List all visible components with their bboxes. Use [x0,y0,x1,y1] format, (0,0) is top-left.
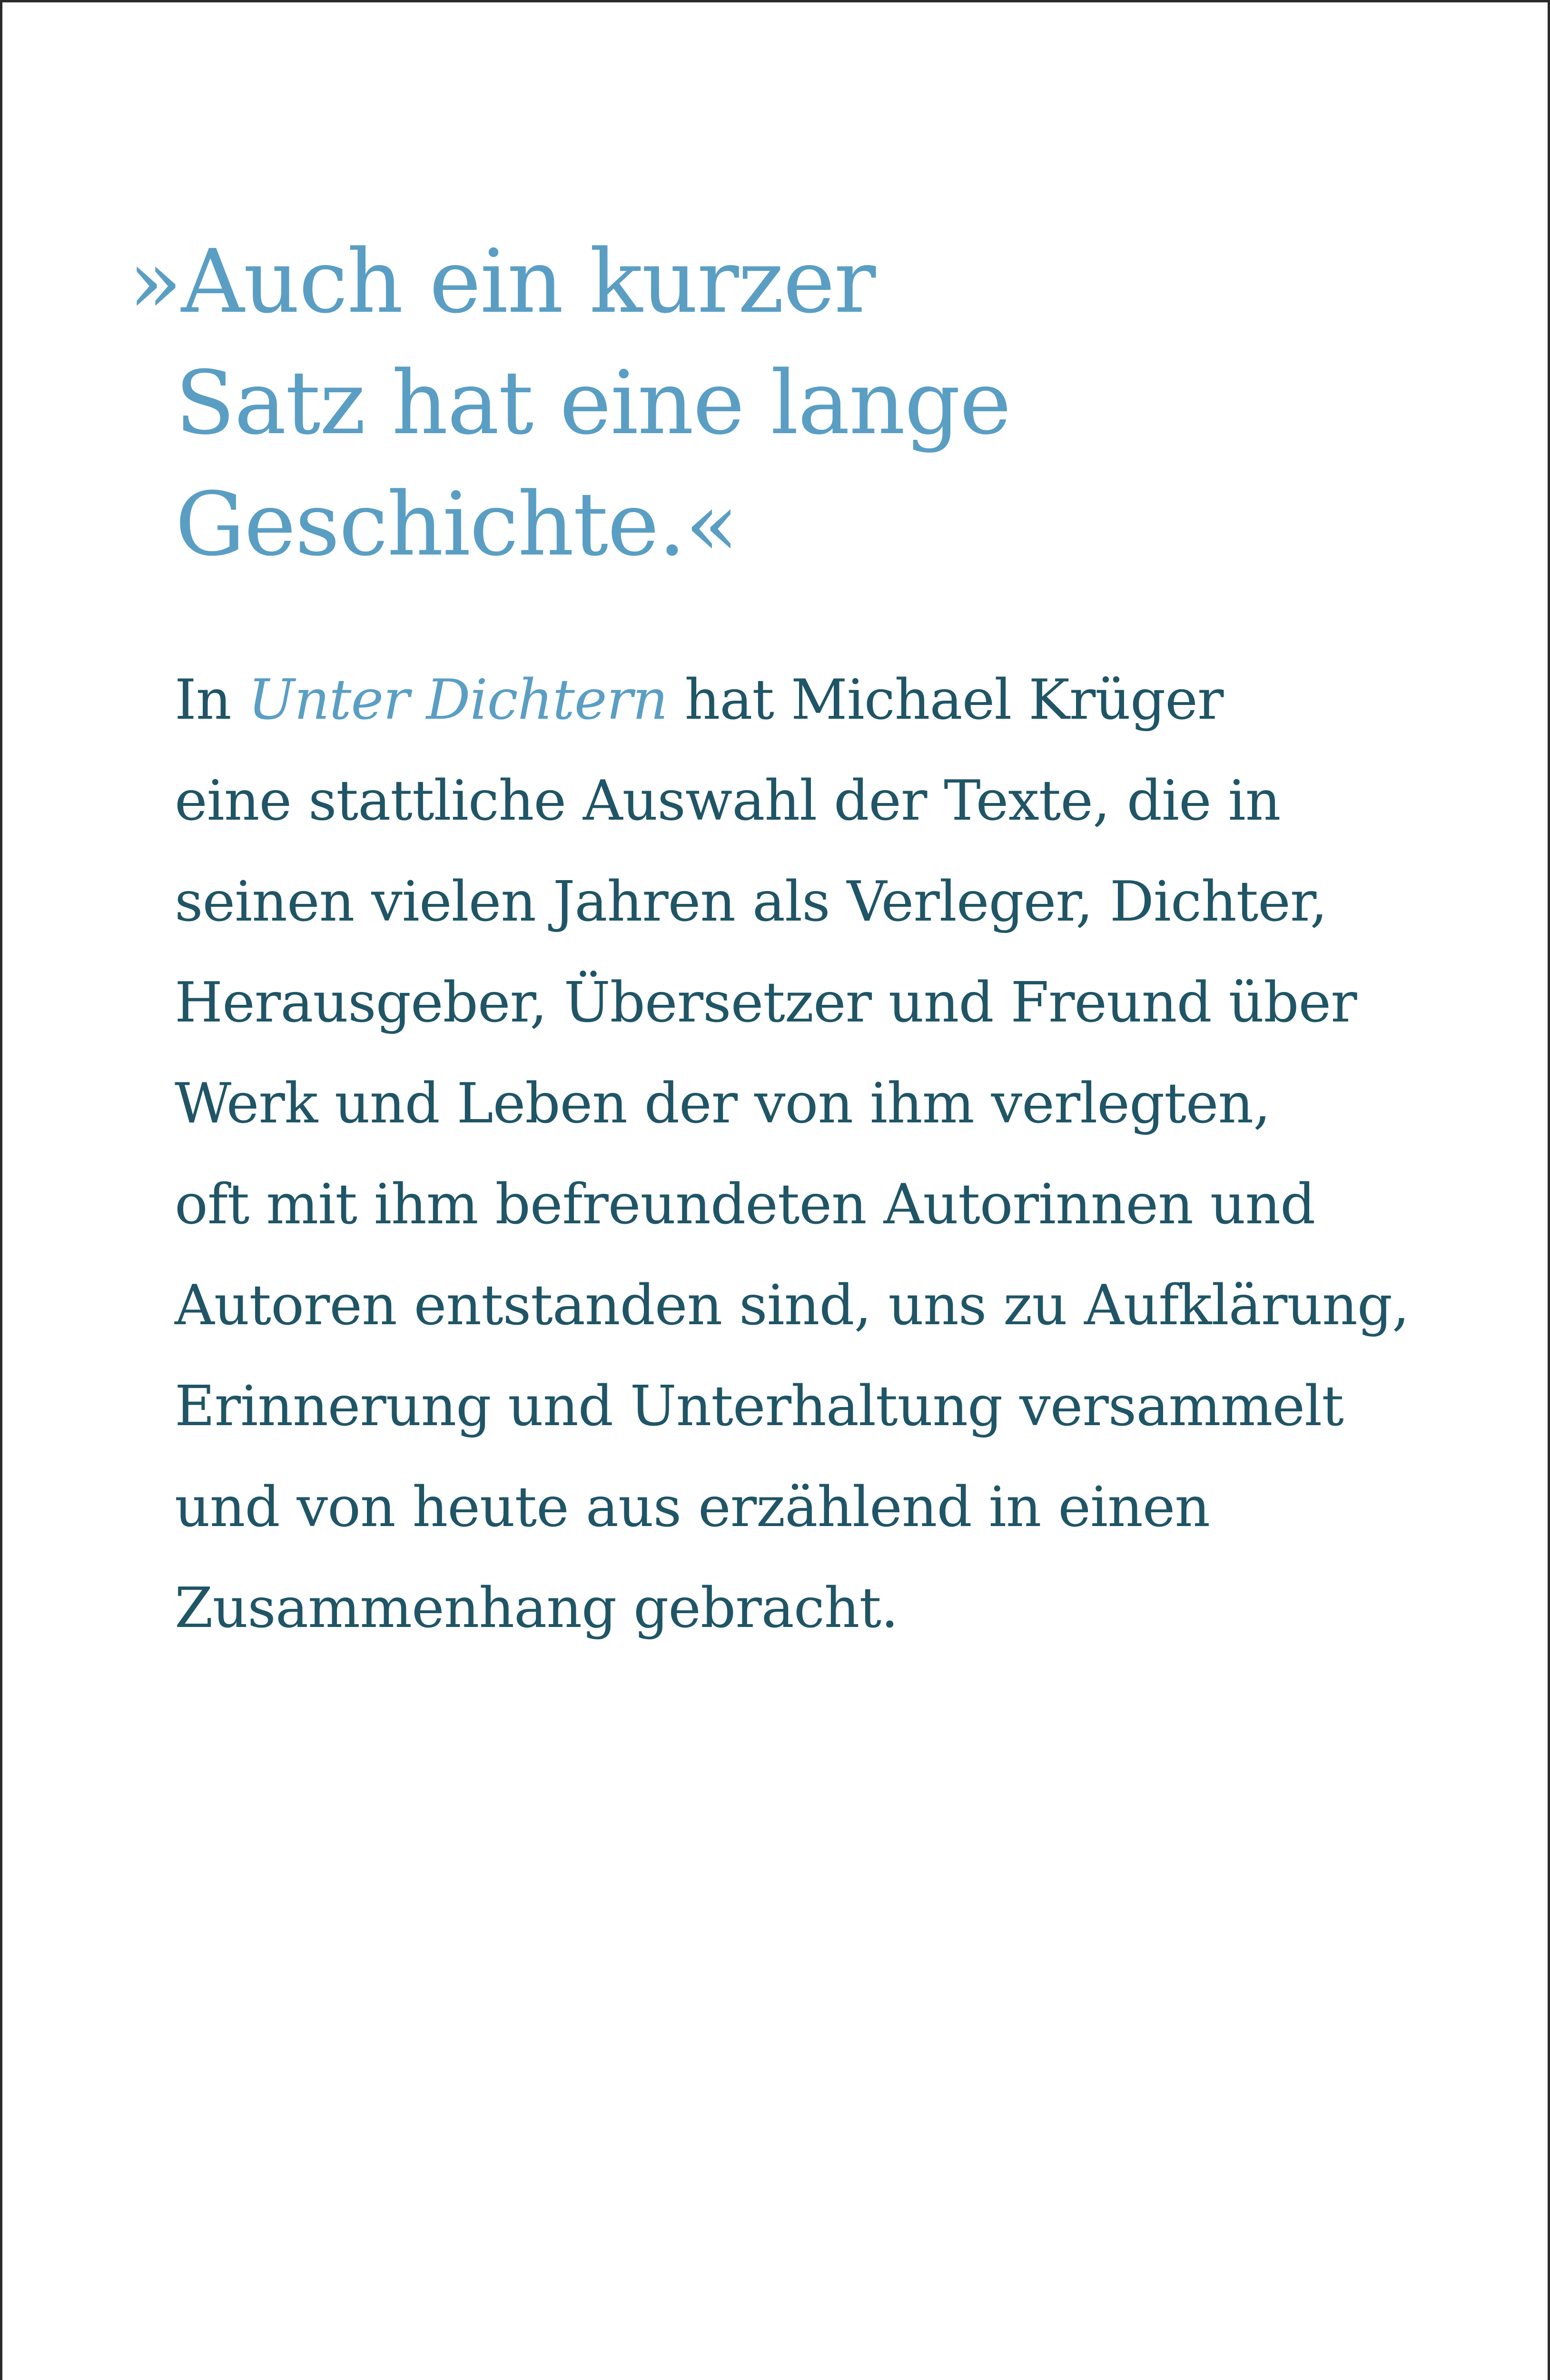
blurb-line: eine stattliche Auswahl der Texte, die in [175,769,1281,833]
pull-quote-line: Satz hat eine lange [175,352,1011,454]
book-title: Unter Dichtern [248,668,668,732]
blurb-line: Autoren entstanden sind, uns zu Aufklärung, [175,1273,1409,1338]
blurb-line: oft mit ihm befreundeten Autorinnen und [175,1172,1315,1237]
blurb-line: Werk und Leben der von ihm verlegten, [175,1071,1271,1136]
blurb-line: Erinnerung und Unterhaltung versammelt [175,1374,1343,1438]
blurb-line: Herausgeber, Übersetzer und Freund über [175,971,1357,1035]
pull-quote-line: »Auch ein kurzer [128,231,875,333]
blurb-line: Zusammenhang gebracht. [175,1576,898,1640]
pull-quote-line: Geschichte.« [175,474,738,575]
book-blurb [175,650,1409,1659]
pull-quote [128,221,1010,585]
blurb-line [175,650,1409,751]
blurb-line: und von heute aus erzählend in einen [175,1475,1210,1539]
blurb-line: seinen vielen Jahren als Verleger, Dichter, [175,870,1327,934]
blurb-text: In [175,668,231,732]
blurb-text: hat Michael Krüger [684,668,1224,732]
